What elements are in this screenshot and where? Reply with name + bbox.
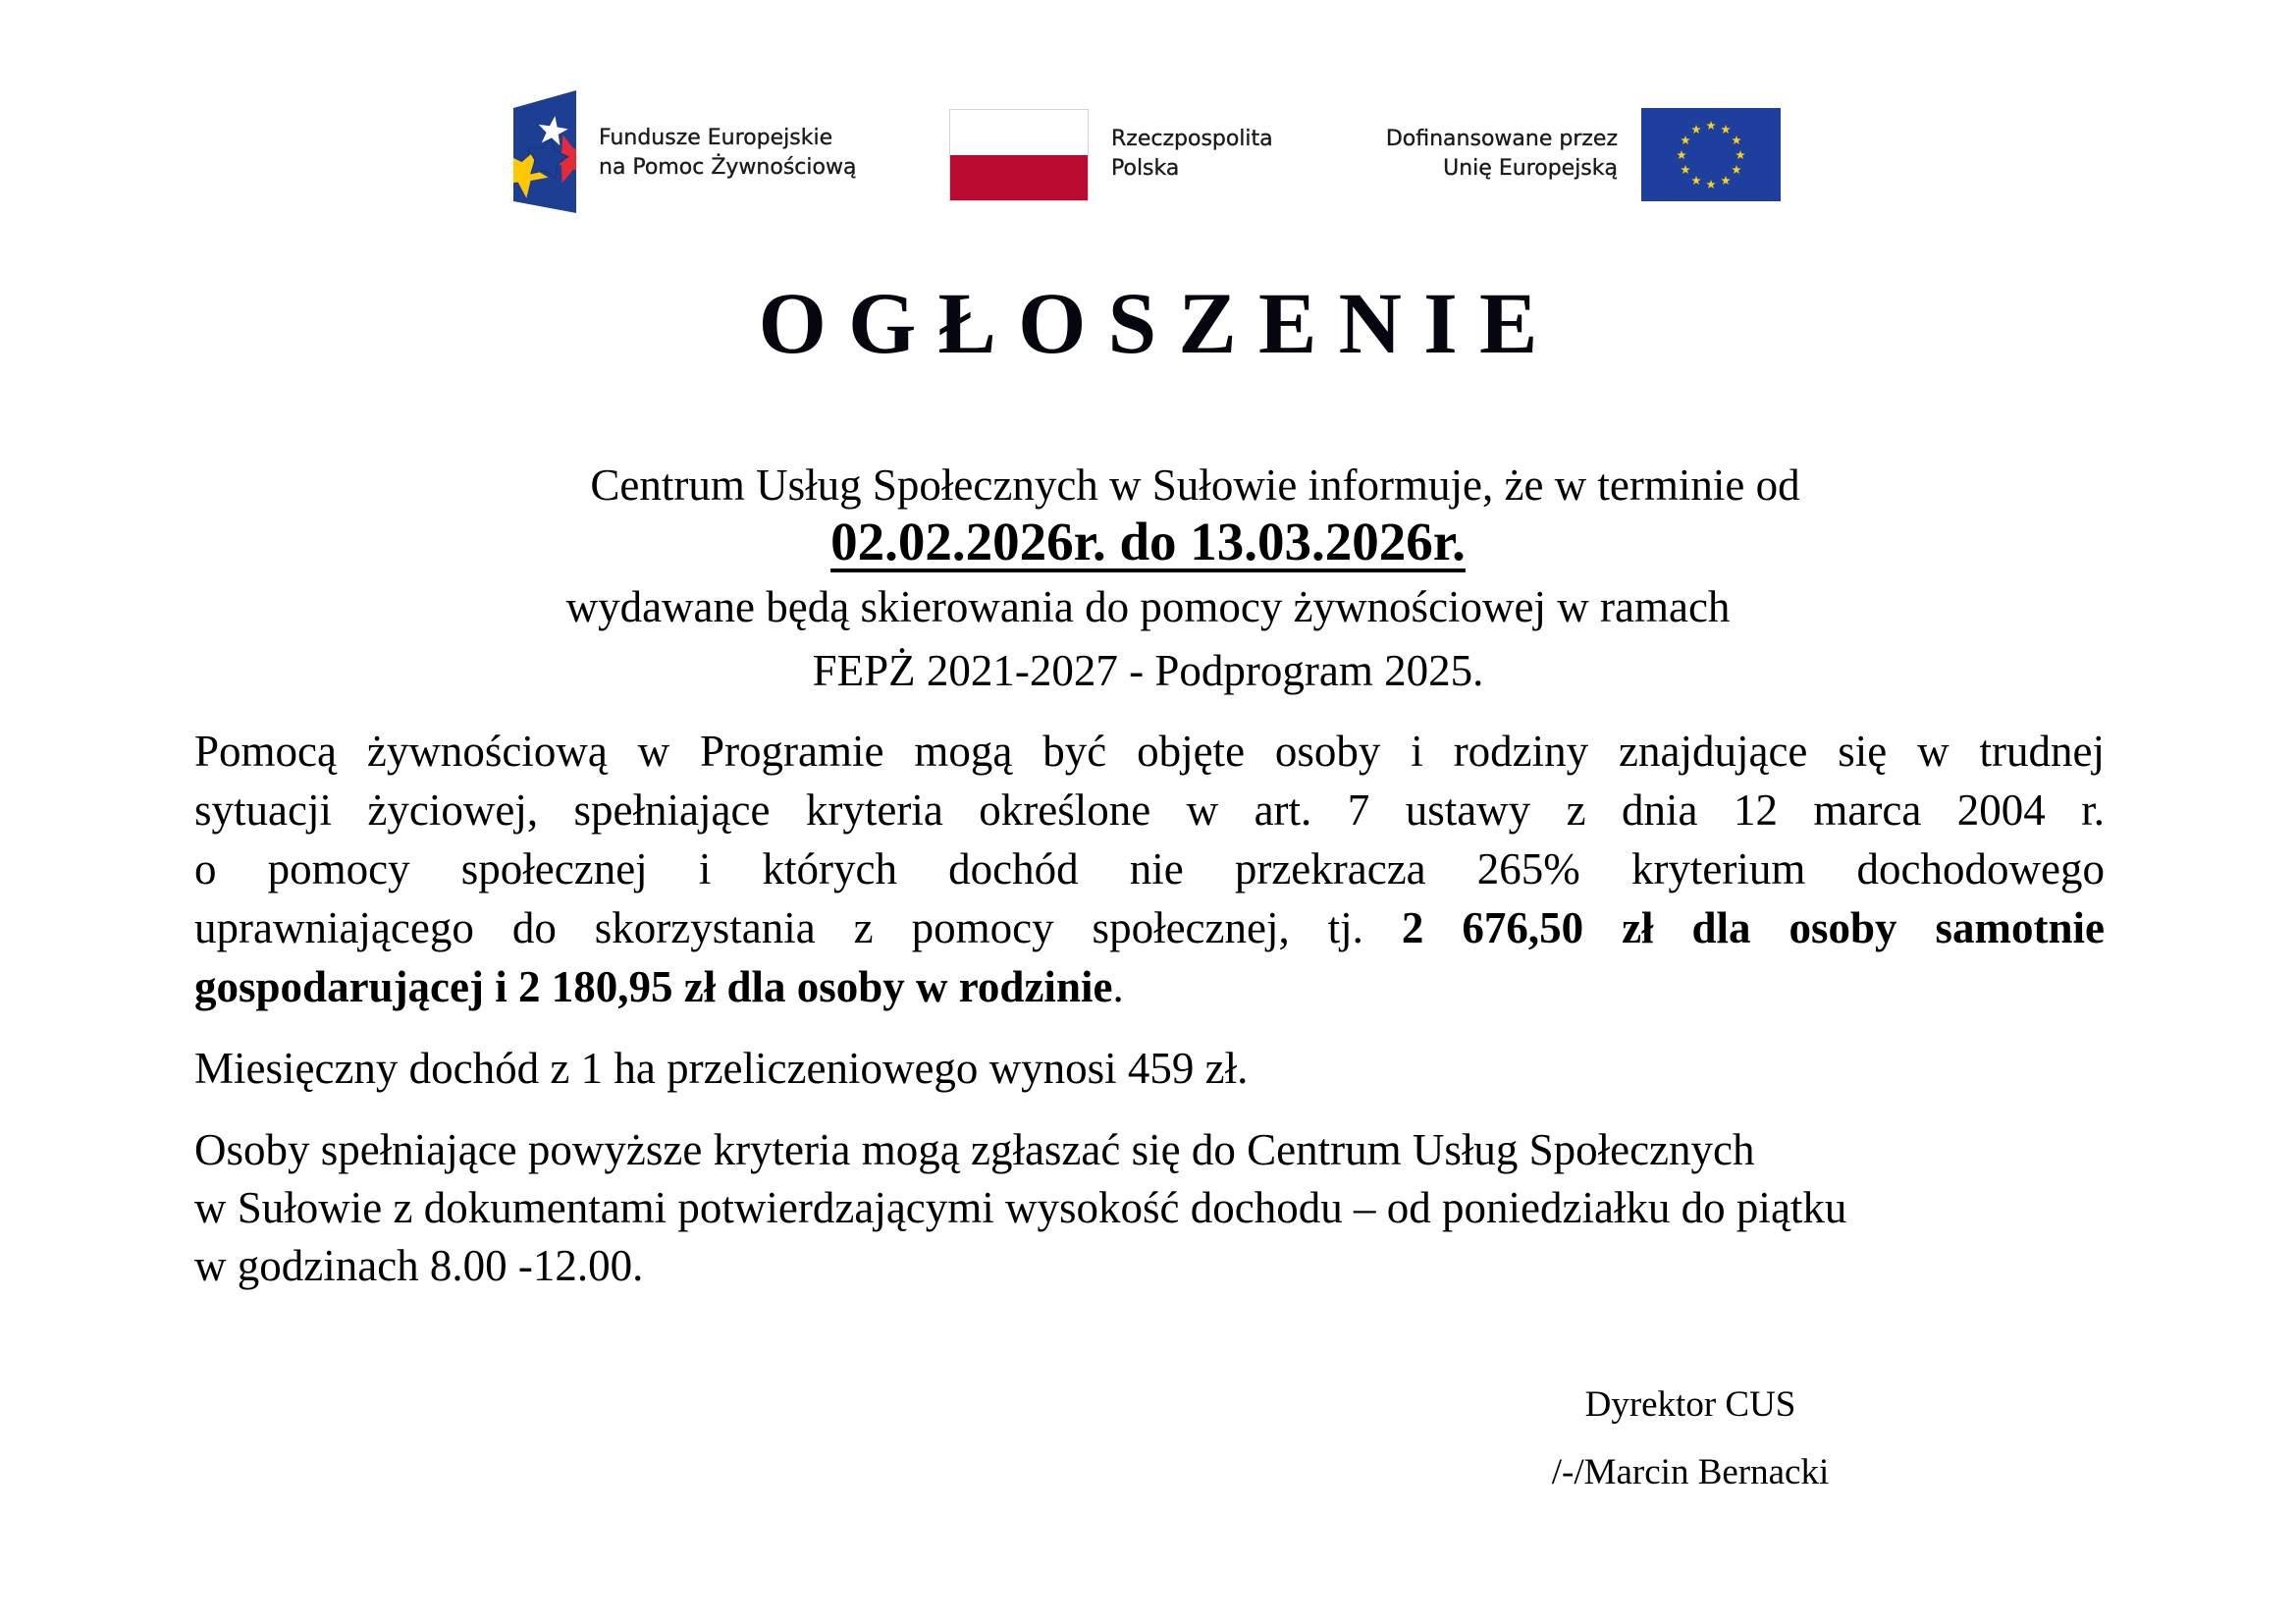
contact-paragraph: [194, 1121, 1846, 1295]
eligibility-paragraph: [194, 722, 2105, 1016]
eligibility-line: [194, 898, 2105, 957]
eligibility-line: [194, 781, 2105, 839]
intro-line-4: FEPŻ 2021-2027 - Podprogram 2025.: [812, 646, 1484, 695]
eligibility-line: [194, 957, 2105, 1016]
signature-name: /-/Marcin Bernacki: [1551, 1452, 1830, 1492]
eu-logo-text: [1276, 125, 1618, 184]
intro-line-3: wydawane będą skierowania do pomocy żywnościowej w ramach: [565, 582, 1731, 631]
eu-flag: [1641, 108, 1781, 201]
income-threshold-family: gospodarującej i 2 180,95 zł dla osoby w rodzinie: [194, 962, 1113, 1011]
intro-dates-line: [0, 510, 2296, 574]
page-title: O G Ł O S Z E N I E: [758, 276, 1538, 372]
eligibility-text: uprawniającego do skorzystania z pomocy społecznej, tj.: [194, 903, 1402, 952]
fe-logo-icon: [513, 90, 576, 213]
rp-logo-text: [1111, 125, 1273, 184]
eligibility-text: .: [1112, 962, 1124, 1011]
polish-flag-white-band: [950, 110, 1088, 155]
rp-logo-line2: Polska: [1111, 156, 1180, 181]
contact-line: Osoby spełniające powyższe kryteria mogą zgłaszać się do Centrum Usług Społecznych: [194, 1125, 1755, 1174]
fe-logo-text: [599, 124, 856, 183]
contact-line: w Sułowie z dokumentami potwierdzającymi wysokość dochodu – od poniedziałku do piątku: [194, 1183, 1847, 1232]
eligibility-text: sytuacji życiowej, spełniające kryteria określone w art. 7 ustawy z dnia 12 marca 2004 r.: [194, 785, 2105, 835]
fe-logo-line2: na Pomoc Żywnościową: [599, 155, 857, 180]
distribution-dates: 02.02.2026r. do 13.03.2026r.: [830, 512, 1466, 571]
fe-logo-line1: Fundusze Europejskie: [599, 126, 833, 150]
polish-flag-red-band: [950, 155, 1088, 201]
eligibility-text: o pomocy społecznej i których dochód nie przekracza 265% kryterium dochodowego: [194, 844, 2105, 893]
signature-title: Dyrektor CUS: [1584, 1384, 1796, 1425]
income-note: Miesięczny dochód z 1 ha przeliczeniowego wynosi 459 zł.: [194, 1044, 1249, 1093]
eligibility-line: [194, 839, 2105, 898]
eu-logo-line1: Dofinansowane przez: [1385, 127, 1618, 151]
logo-fundusze-europejskie: [513, 90, 576, 213]
eligibility-line: [194, 722, 2105, 781]
income-threshold-single: 2 676,50 zł dla osoby samotnie: [1401, 903, 2105, 952]
eu-flag-icon: [1641, 108, 1781, 201]
eligibility-text: Pomocą żywnościową w Programie mogą być objęte osoby i rodziny znajdujące się w trudnej: [194, 727, 2105, 776]
polish-flag: [949, 109, 1089, 201]
intro-line-1: Centrum Usług Społecznych w Sułowie informuje, że w terminie od: [590, 460, 1800, 510]
eu-logo-line2: Unię Europejską: [1443, 156, 1618, 181]
contact-line: w godzinach 8.00 -12.00.: [194, 1241, 644, 1290]
rp-logo-line1: Rzeczpospolita: [1111, 127, 1273, 151]
